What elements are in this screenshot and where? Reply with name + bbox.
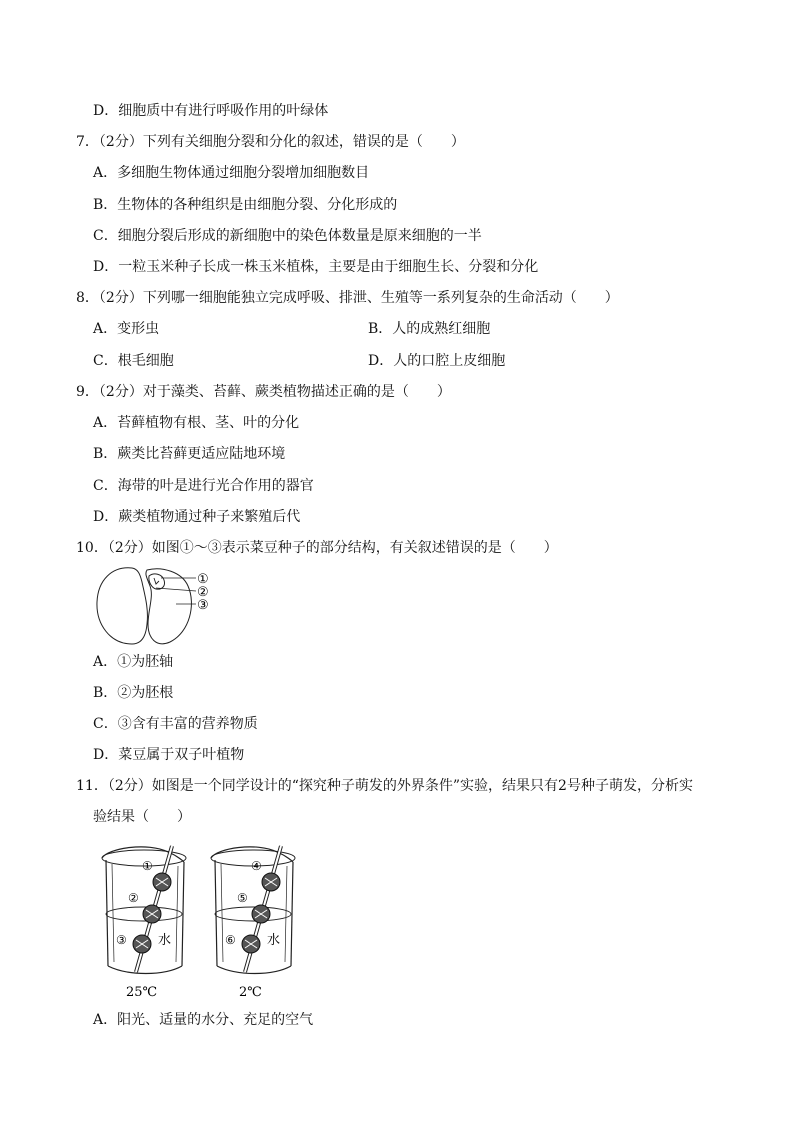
- q8-option-b: B．人的成熟红细胞: [368, 321, 491, 337]
- beaker2-label-4: ④: [251, 859, 262, 873]
- q8-stem: 8．（2分）下列哪一细胞能独立完成呼吸、排泄、生殖等一系列复杂的生命活动（ ）: [76, 290, 619, 306]
- beaker1-label-1: ①: [142, 859, 153, 873]
- q7-option-a: A．多细胞生物体通过细胞分裂增加细胞数目: [93, 165, 370, 181]
- q7-option-b: B．生物体的各种组织是由细胞分裂、分化形成的: [93, 197, 398, 213]
- q10-option-a: A．①为胚轴: [93, 654, 174, 670]
- q9-stem: 9．（2分）对于藻类、苔藓、蕨类植物描述正确的是（ ）: [76, 384, 451, 400]
- q7-option-c: C．细胞分裂后形成的新细胞中的染色体数量是原来细胞的一半: [93, 228, 482, 244]
- beaker1-water-label: 水: [158, 933, 172, 948]
- q9-option-a: A．苔藓植物有根、茎、叶的分化: [93, 415, 300, 431]
- q11-stem-line2: 验结果（ ）: [93, 809, 191, 825]
- q9-option-b: B．蕨类比苔藓更适应陆地环境: [93, 446, 286, 462]
- beaker2-label-6: ⑥: [225, 933, 236, 947]
- q10-option-c: C．③含有丰富的营养物质: [93, 716, 258, 732]
- q9-option-d: D．蕨类植物通过种子来繁殖后代: [93, 509, 301, 525]
- bean-label-2: ②: [197, 585, 209, 600]
- beaker-2c-figure: [207, 840, 307, 1000]
- q6-option-d: D．细胞质中有进行呼吸作用的叶绿体: [93, 103, 329, 119]
- beaker1-temperature: 25℃: [126, 985, 158, 1000]
- beaker1-label-2: ②: [128, 891, 139, 905]
- beaker2-temperature: 2℃: [239, 985, 262, 1000]
- q10-option-d: D．菜豆属于双子叶植物: [93, 747, 245, 763]
- beaker2-label-5: ⑤: [237, 891, 248, 905]
- q8-option-c: C．根毛细胞: [93, 353, 174, 369]
- bean-label-3: ③: [197, 598, 209, 613]
- beaker-25c-figure: [98, 840, 198, 1000]
- bean-label-1: ①: [197, 572, 209, 587]
- q9-option-c: C．海带的叶是进行光合作用的器官: [93, 478, 314, 494]
- q8-option-a: A．变形虫: [93, 321, 160, 337]
- q11-stem-line1: 11．（2分）如图是一个同学设计的“探究种子萌发的外界条件”实验，结果只有2号种子萌发，分析实: [76, 778, 693, 794]
- beaker2-water-label: 水: [267, 933, 281, 948]
- q10-stem: 10．（2分）如图①～③表示菜豆种子的部分结构，有关叙述错误的是（ ）: [76, 540, 558, 556]
- q7-option-d: D．一粒玉米种子长成一株玉米植株，主要是由于细胞生长、分裂和分化: [93, 259, 539, 275]
- bean-seed-figure: [92, 562, 222, 648]
- q7-stem: 7．（2分）下列有关细胞分裂和分化的叙述，错误的是（ ）: [76, 134, 465, 150]
- q10-option-b: B．②为胚根: [93, 685, 174, 701]
- q8-option-d: D．人的口腔上皮细胞: [368, 353, 506, 369]
- q11-option-a: A．阳光、适量的水分、充足的空气: [93, 1012, 314, 1028]
- beaker1-label-3: ③: [116, 933, 127, 947]
